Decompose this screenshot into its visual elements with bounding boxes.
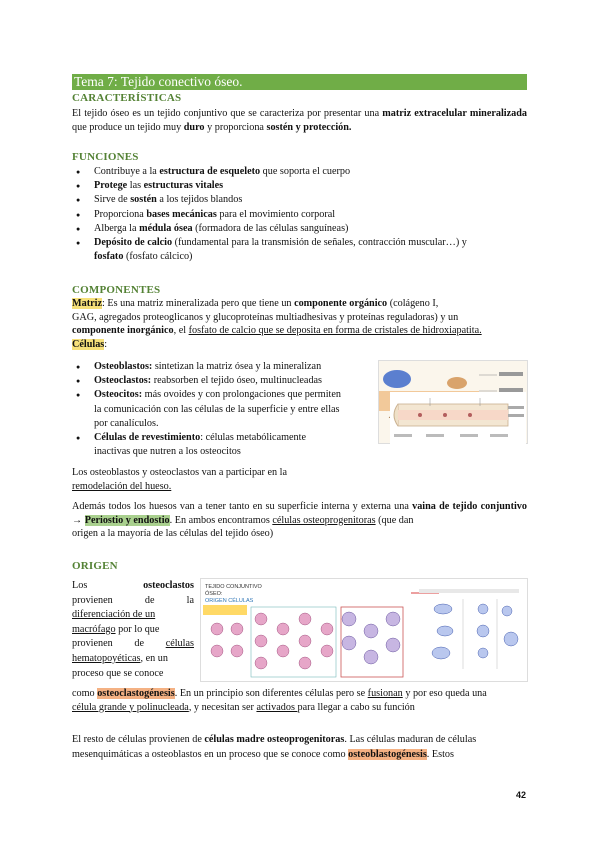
list-item: ● Osteoclastos: reabsorben el tejido óseo, multinucleadas — [72, 374, 367, 388]
origen-left-column: Los osteoclastos provienen de la diferenciación de un macrófago por lo que provienen de células hematopoyéticas, en un proceso que se conoce — [72, 580, 194, 679]
list-item: ● Células de revestimiento: células metabólicamente — [72, 431, 367, 445]
osteoblastogenesis-paragraph: El resto de células provienen de células madre osteoprogenitoras. Las células maduran de células mesenquimáticas a osteoblastos en un proceso que se conoce como osteoblastogénesis. Estos — [72, 734, 477, 760]
vaina-paragraph: Además todos los huesos van a tener tanto en su superficie interna y externa una vaina de tejido conjuntivo → Periostio y endostio. En ambos encontramos células osteoprogenitoras (que dan origen a la mayoría de las células del tejido óseo) — [72, 501, 527, 539]
funciones-list — [72, 165, 527, 264]
page-title: Tema 7: Tejido conectivo óseo. — [74, 74, 243, 89]
list-item: ● Contribuye a la estructura de esqueleto que soporta el cuerpo — [72, 165, 527, 179]
list-item-continuation: la comunicación con las células de la superficie y entre ellas — [94, 403, 340, 415]
figure-title-line1: TEJIDO CONJUNTIVO — [205, 584, 262, 590]
list-item-continuation: inactivas que nutren a los osteocitos — [94, 446, 241, 458]
figure-title-line2: ÓSEO: — [205, 591, 223, 597]
figure-title-line3: ORIGEN CÉLULAS — [205, 598, 254, 604]
list-item: ● Depósito de calcio (fundamental para la transmisión de señales, contracción muscular…) y — [72, 236, 527, 250]
matriz-paragraph: Matriz: Es una matriz mineralizada pero que tiene un componente orgánico (colágeno I, GAG, agregados proteoglicanos y glucoproteínas multiadhesivas y proteínas reguladoras) y un componente inorgánico, el fosfato de calcio que se deposita en forma de cristales de hidroxiapatita. Células: — [72, 298, 482, 350]
page-number: 42 — [516, 790, 527, 800]
heading-origen: ORIGEN — [72, 560, 118, 572]
heading-funciones: FUNCIONES — [72, 151, 139, 163]
list-item: ● Protege las estructuras vitales — [72, 179, 527, 193]
list-item: ● Alberga la médula ósea (formadora de las células sanguíneas) — [72, 222, 527, 236]
list-item-continuation: fosfato (fosfato cálcico) — [94, 251, 193, 263]
osteoclastogenesis-paragraph: como osteoclastogénesis. En un principio son diferentes células pero se fusionan y por eso queda una célula grande y polinucleada, y necesitan ser activados para llegar a cabo su función — [72, 688, 487, 713]
heading-componentes: COMPONENTES — [72, 284, 161, 296]
bone-section-figure — [390, 392, 526, 444]
title-bar — [72, 74, 527, 90]
list-item: ● Osteocitos: más ovoides y con prolongaciones que permiten — [72, 388, 367, 402]
heading-caracteristicas: CARACTERÍSTICAS — [72, 92, 182, 104]
cell-origin-diagram — [200, 578, 528, 682]
remodelacion-paragraph: Los osteoblastos y osteoclastos van a participar en la remodelación del hueso. — [72, 467, 288, 492]
caracteristicas-paragraph: El tejido óseo es un tejido conjuntivo que se caracteriza por presentar una matriz extracelular mineralizada que produce un tejido muy duro y proporciona sostén y protección. — [72, 108, 527, 133]
celulas-list — [72, 360, 367, 459]
list-item-continuation: por canalículos. — [94, 417, 159, 429]
list-item: ● Proporciona bases mecánicas para el movimiento corporal — [72, 208, 527, 222]
list-item: ● Sirve de sostén a los tejidos blandos — [72, 193, 527, 207]
list-item: ● Osteoblastos: sintetizan la matriz ósea y la mineralizan — [72, 360, 367, 374]
